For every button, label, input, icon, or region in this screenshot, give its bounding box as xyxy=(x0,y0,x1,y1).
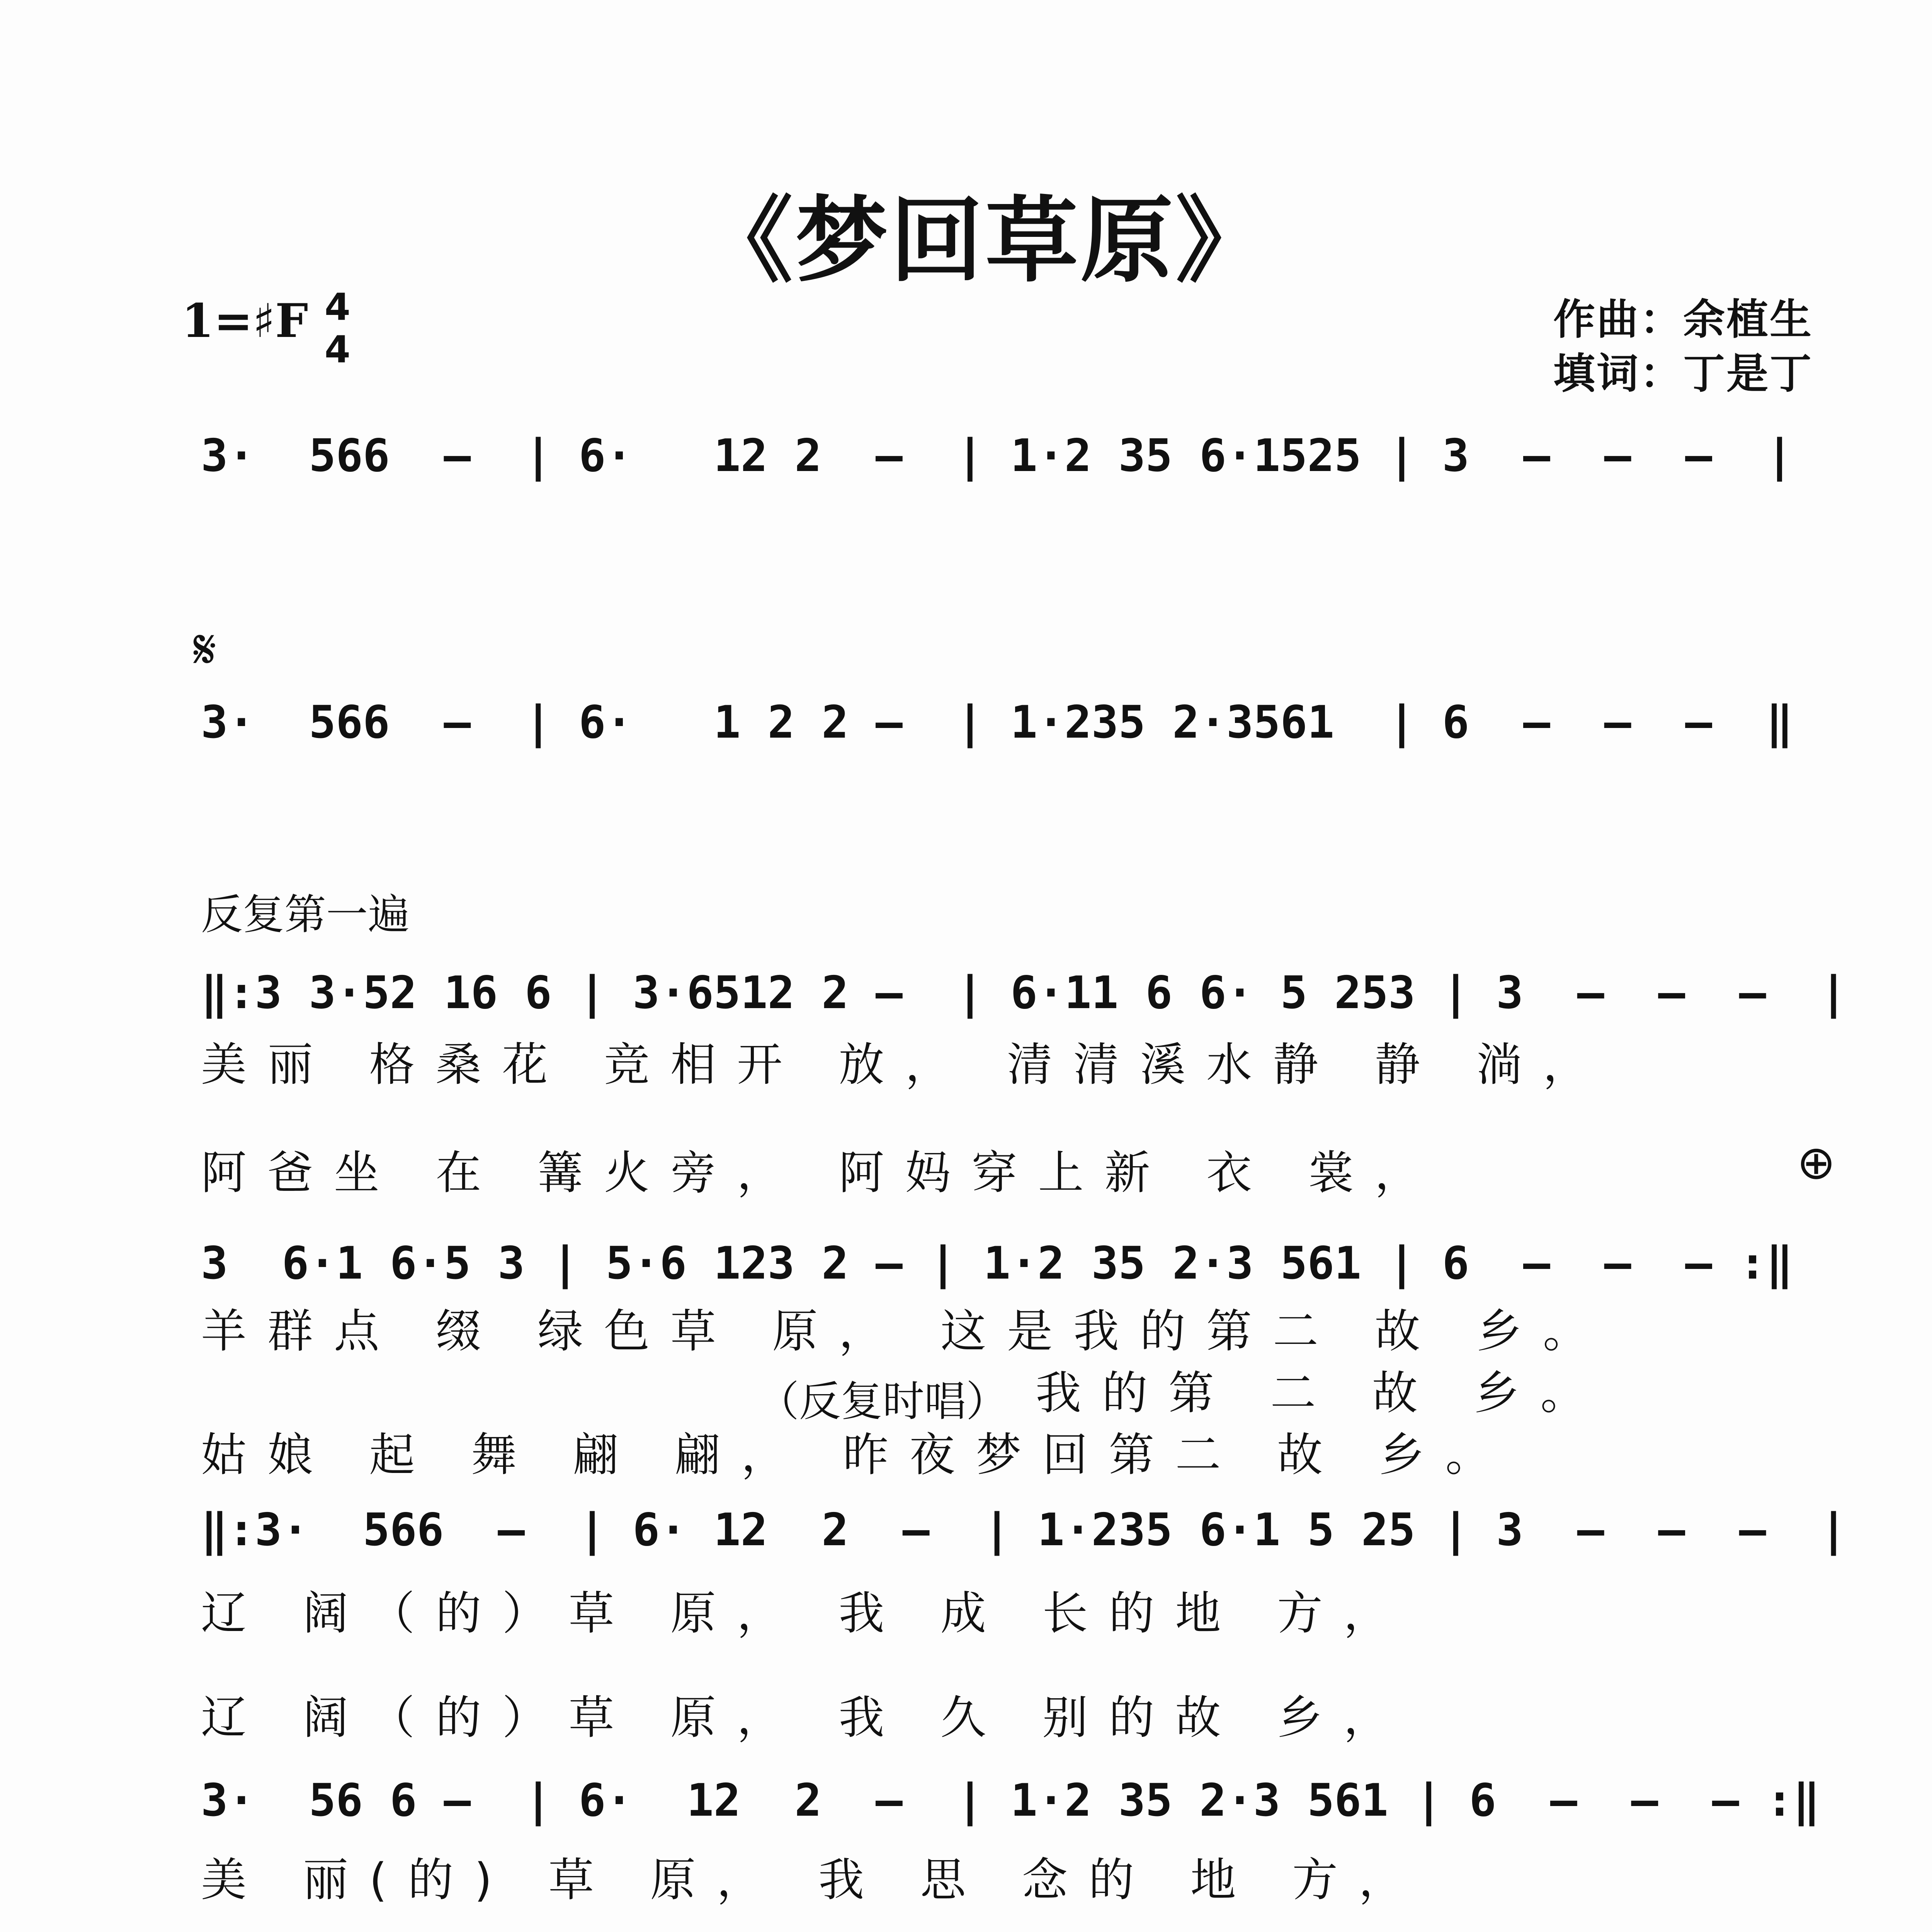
song-title: 《梦回草原》 xyxy=(700,186,1270,295)
key-signature: 1=♯F xyxy=(182,294,308,348)
lyric-line-3a: 美丽 格桑花 竞相开 放， 清清溪水静 静 淌， xyxy=(201,1038,1610,1091)
composer-credit: 作曲：余植生 xyxy=(1553,296,1813,344)
lyric-line-5a: 辽 阔（的）草 原， 我 成 长的地 方， xyxy=(201,1587,1410,1640)
lyric-line-4b: 我的第 二 故 乡。 xyxy=(1036,1366,1607,1420)
notation-system-2: 3· 566 – | 6· 1 2 2 – | 1·235 2·3561 | 6 – – – ‖ xyxy=(201,696,1793,748)
time-signature xyxy=(325,286,350,371)
time-signature-top: 4 xyxy=(325,286,350,329)
time-signature-bottom: 4 xyxy=(325,328,350,371)
lyric-line-4a: 羊群点 缀 绿色草 原， 这是我的第二 故 乡。 xyxy=(201,1304,1610,1358)
notation-system-6: 3· 56 6 – | 6· 12 2 – | 1·2 35 2·3 561 | 6 – – – :‖ xyxy=(201,1774,1820,1827)
lyric-line-3b: 阿爸坐 在 篝火旁， 阿妈穿上新 衣 裳， xyxy=(201,1146,1441,1199)
notation-system-5: ‖:3· 566 – | 6· 12 2 – | 1·235 6·1 5 25 | 3 – – – | xyxy=(201,1504,1847,1556)
notation-system-4: 3 6·1 6·5 3 | 5·6 123 2 – | 1·2 35 2·3 561 | 6 – – – :‖ xyxy=(201,1237,1793,1289)
lyric-line-4c: 姑娘 起 舞 翩 翩， 昨夜梦回第二 故 乡。 xyxy=(201,1428,1512,1481)
coda-sign: ⊕ xyxy=(1797,1136,1836,1190)
segno-sign: 𝄋 xyxy=(193,618,217,681)
lyricist-credit: 填词：丁是丁 xyxy=(1553,350,1813,398)
lyric-line-5b: 辽 阔（的）草 原， 我 久 别的故 乡， xyxy=(201,1691,1410,1744)
lyric-line-6a: 美 丽(的) 草 原， 我 思 念的 地 方， xyxy=(201,1853,1425,1906)
notation-system-1: 3· 566 – | 6· 12 2 – | 1·2 35 6·1525 | 3 – – – | xyxy=(201,430,1793,482)
notation-system-3: ‖:3 3·52 16 6 | 3·6512 2 – | 6·11 6 6· 5 253 | 3 – – – | xyxy=(201,967,1847,1019)
reprise-note: （反复时唱） xyxy=(757,1378,1008,1426)
repeat-instruction: 反复第一遍 xyxy=(201,891,410,939)
